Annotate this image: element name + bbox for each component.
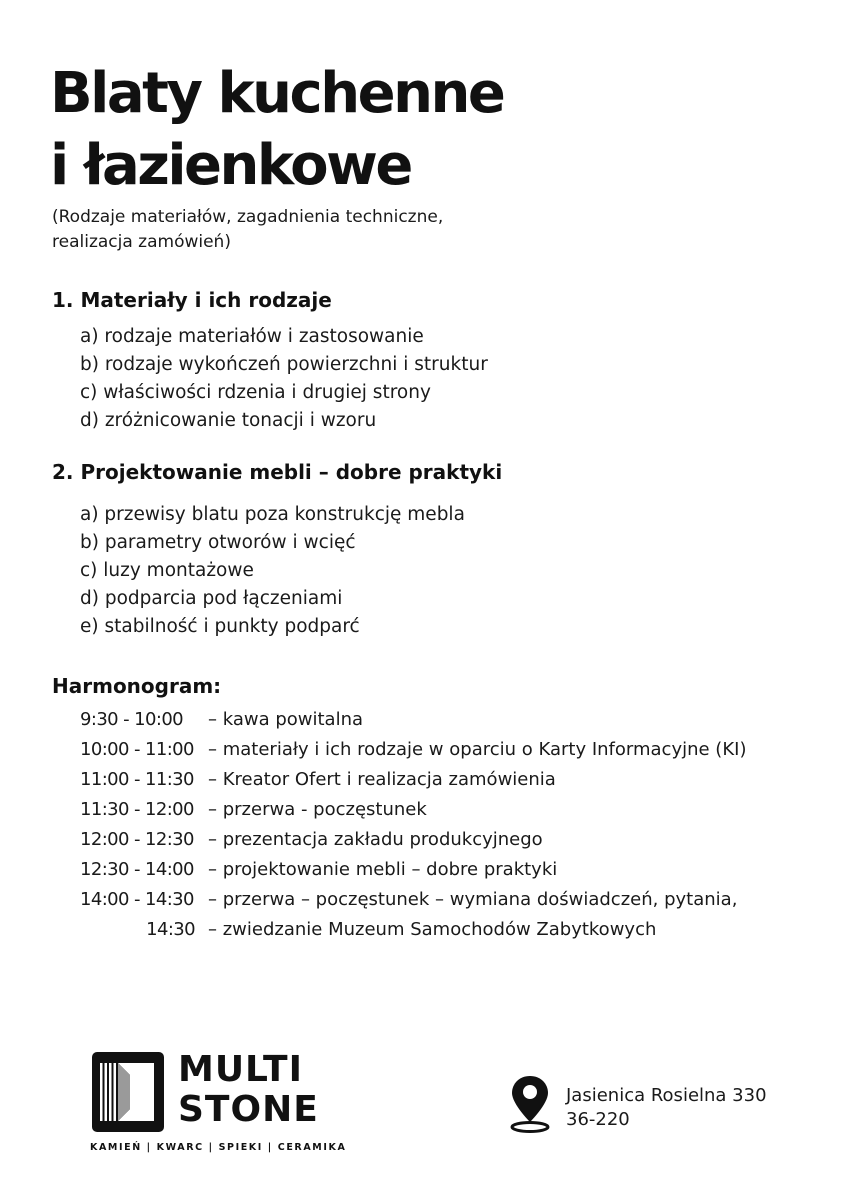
schedule-description: – projektowanie mebli – dobre praktyki bbox=[208, 859, 558, 880]
list-item: a) rodzaje materiałów i zastosowanie bbox=[80, 326, 424, 347]
title-line-2: i łazienkowe bbox=[50, 133, 411, 198]
subtitle bbox=[52, 205, 443, 255]
section-1-heading: 1. Materiały i ich rodzaje bbox=[52, 288, 332, 312]
address-line-1: Jasienica Rosielna 330 bbox=[566, 1085, 767, 1106]
page-title bbox=[50, 58, 503, 202]
logo-tagline: KAMIEŃ | KWARC | SPIEKI | CERAMIKA bbox=[90, 1142, 347, 1153]
schedule-description: – przerwa – poczęstunek – wymiana doświadczeń, pytania, bbox=[208, 889, 738, 910]
list-item: b) parametry otworów i wcięć bbox=[80, 532, 356, 553]
logo-name-line-1: MULTI bbox=[178, 1049, 303, 1090]
subtitle-line-2: realizacja zamówień) bbox=[52, 232, 231, 252]
list-item: d) podparcia pod łączeniami bbox=[80, 588, 343, 609]
schedule-time: 12:00 - 12:30 bbox=[80, 829, 194, 850]
schedule-description: – przerwa - poczęstunek bbox=[208, 799, 427, 820]
schedule-time: 11:00 - 11:30 bbox=[80, 769, 194, 790]
schedule-description: – Kreator Ofert i realizacja zamówienia bbox=[208, 769, 556, 790]
address-line-2: 36-220 bbox=[566, 1109, 630, 1130]
section-1-list bbox=[80, 323, 488, 435]
schedule-description: – materiały i ich rodzaje w oparciu o Karty Informacyjne (KI) bbox=[208, 739, 747, 760]
subtitle-line-1: (Rodzaje materiałów, zagadnienia techniczne, bbox=[52, 207, 444, 227]
section-2-list bbox=[80, 501, 465, 641]
schedule-time: 14:00 - 14:30 bbox=[80, 889, 194, 910]
logo-name-line-2: STONE bbox=[178, 1089, 319, 1130]
schedule-description: – prezentacja zakładu produkcyjnego bbox=[208, 829, 543, 850]
schedule-description: – kawa powitalna bbox=[208, 709, 364, 730]
list-item: d) zróżnicowanie tonacji i wzoru bbox=[80, 410, 377, 431]
multistone-logo bbox=[90, 1049, 347, 1160]
schedule-description: – zwiedzanie Muzeum Samochodów Zabytkowych bbox=[208, 919, 657, 940]
schedule-time: 9:30 - 10:00 bbox=[80, 709, 184, 730]
list-item: e) stabilność i punkty podparć bbox=[80, 616, 360, 637]
schedule-heading: Harmonogram: bbox=[52, 674, 222, 698]
list-item: c) właściwości rdzenia i drugiej strony bbox=[80, 382, 431, 403]
title-line-1: Blaty kuchenne bbox=[50, 61, 504, 126]
address-text bbox=[566, 1084, 767, 1132]
map-pin-icon bbox=[508, 1072, 552, 1134]
section-2-heading: 2. Projektowanie mebli – dobre praktyki bbox=[52, 460, 503, 484]
schedule-time: 11:30 - 12:00 bbox=[80, 799, 194, 820]
logo-mark-icon bbox=[92, 1052, 164, 1132]
list-item: b) rodzaje wykończeń powierzchni i struktur bbox=[80, 354, 488, 375]
list-item: c) luzy montażowe bbox=[80, 560, 254, 581]
list-item: a) przewisy blatu poza konstrukcję mebla bbox=[80, 504, 465, 525]
schedule-time: 14:30 bbox=[146, 919, 195, 940]
schedule-time: 10:00 - 11:00 bbox=[80, 739, 194, 760]
schedule-time: 12:30 - 14:00 bbox=[80, 859, 194, 880]
logo-wordmark bbox=[178, 1050, 319, 1130]
